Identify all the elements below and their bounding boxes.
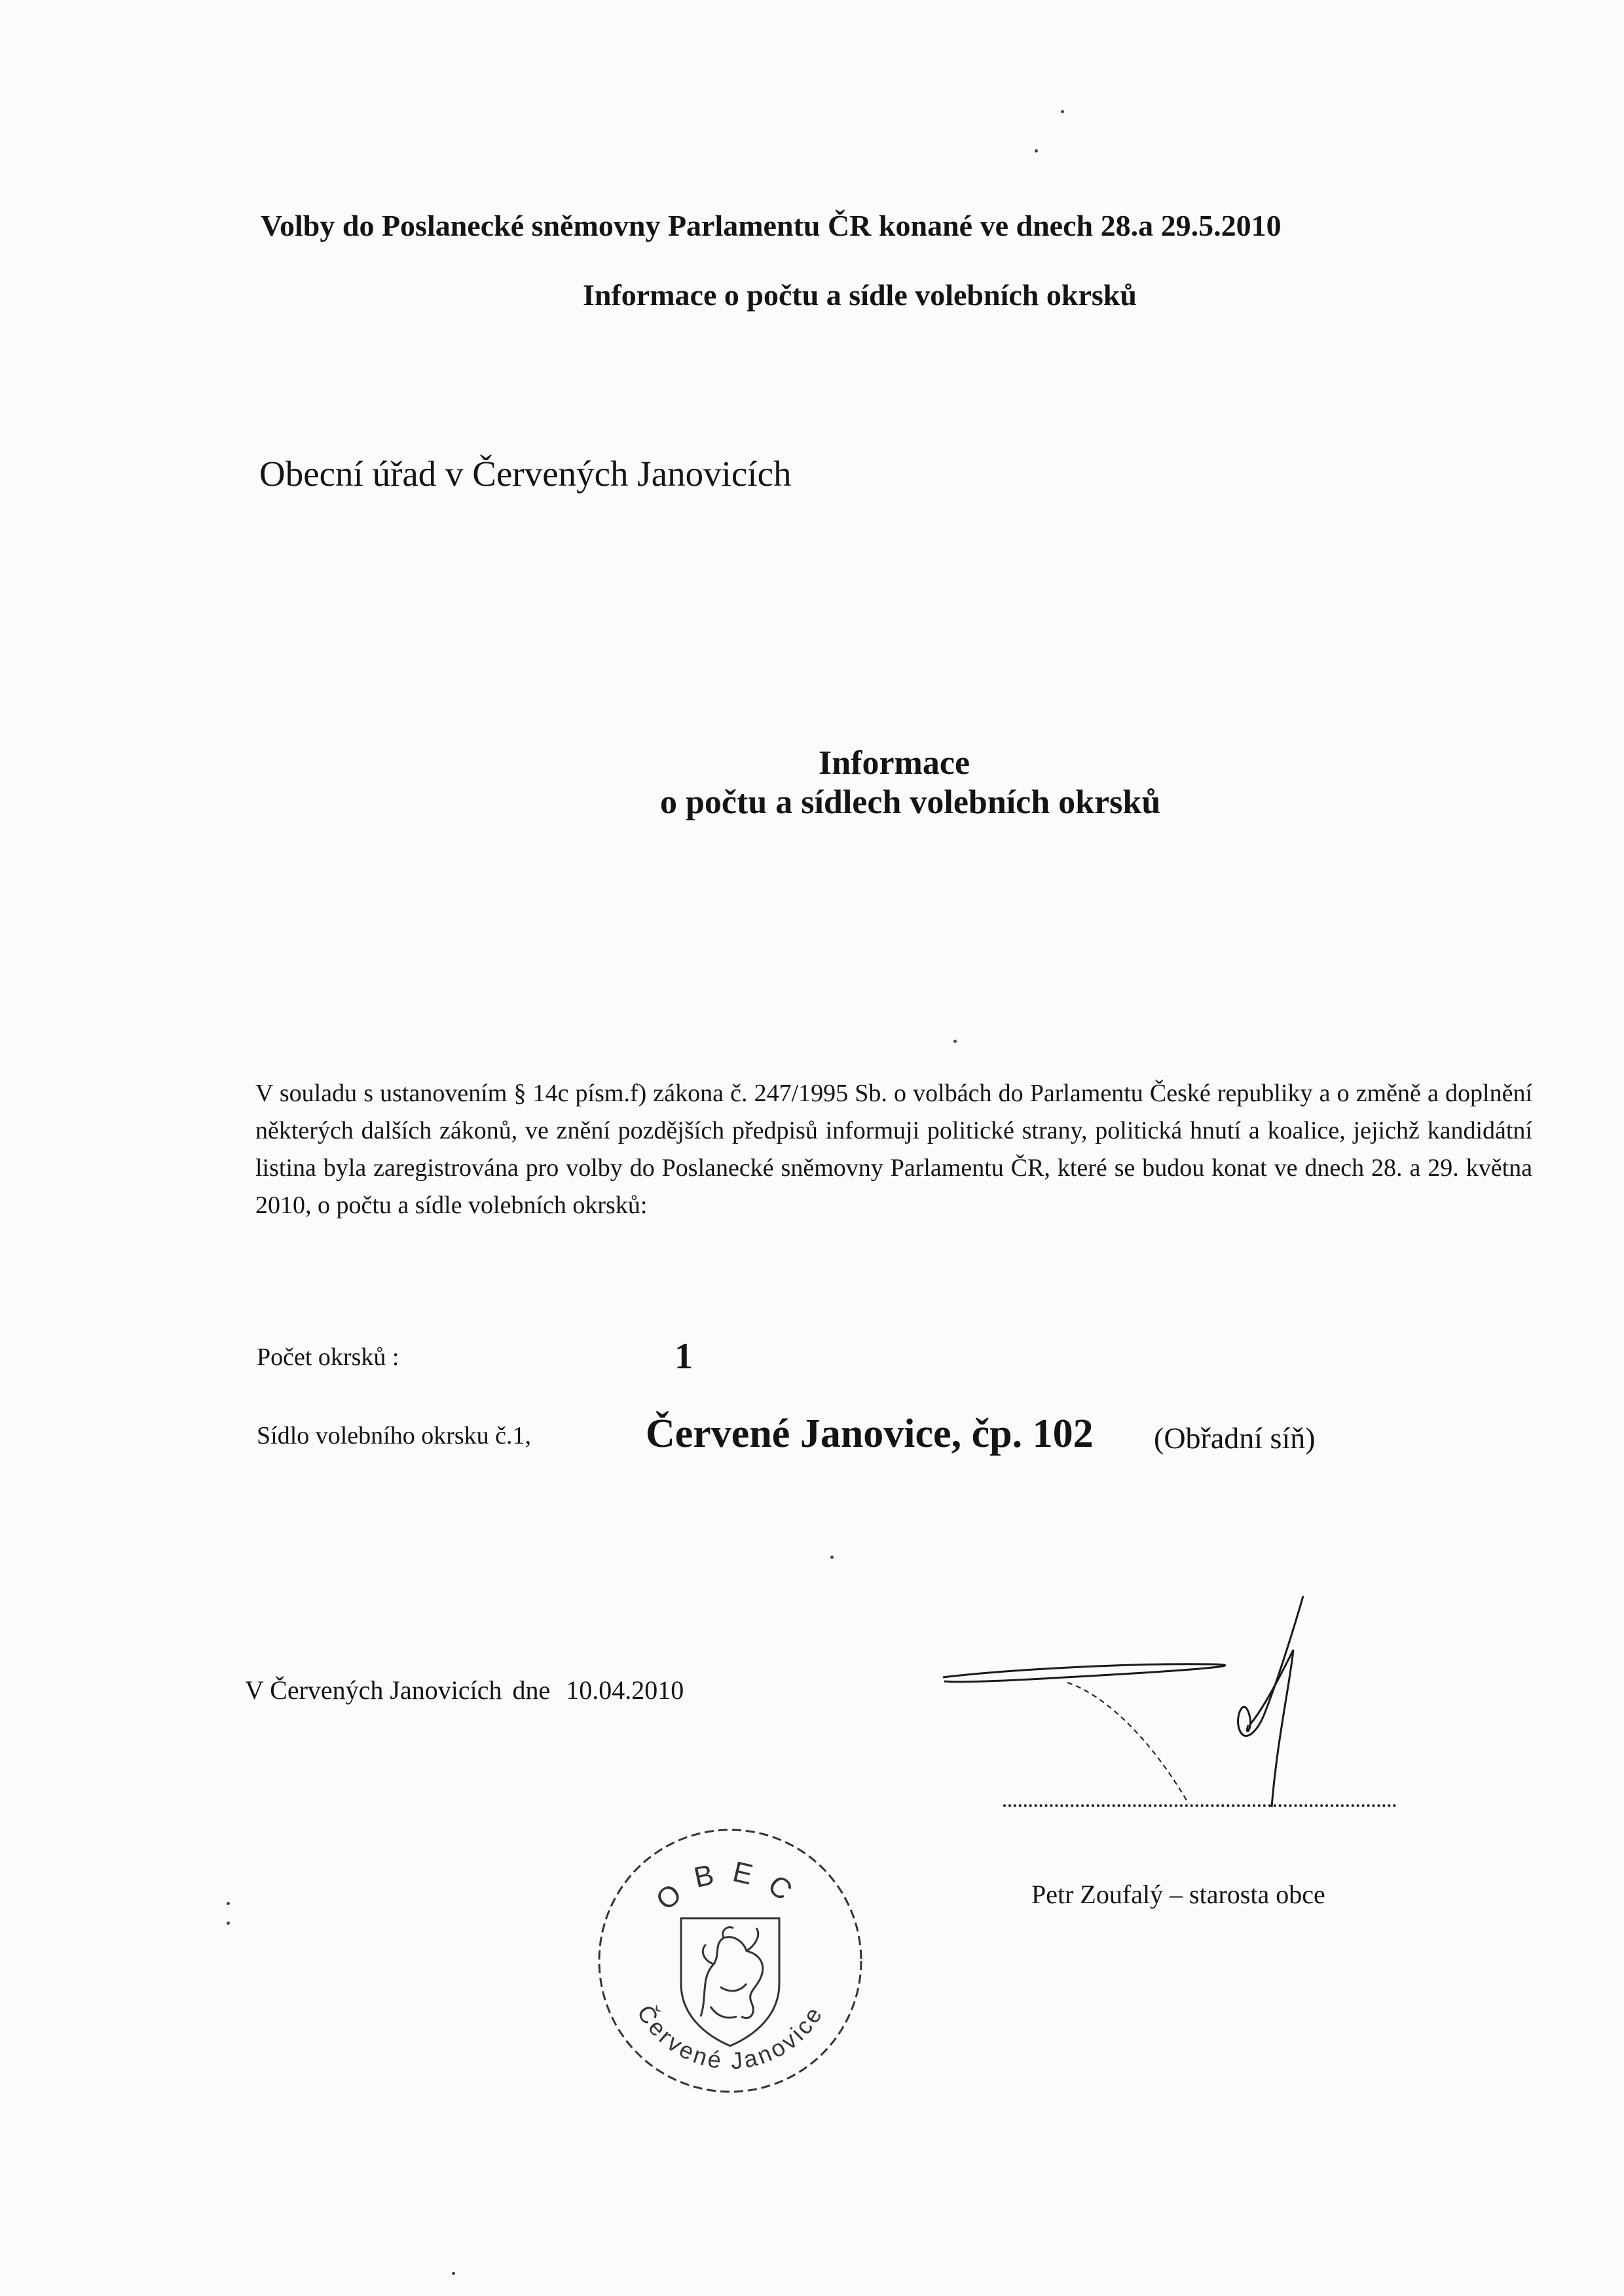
signature-line <box>1003 1804 1396 1807</box>
official-stamp <box>589 1820 871 2102</box>
district-seat-label: Sídlo volebního okrsku č.1, <box>257 1422 532 1449</box>
scan-speck <box>953 1040 957 1043</box>
scan-speck <box>1061 110 1064 113</box>
document-title-line1: Informace <box>819 744 970 782</box>
coat-of-arms-icon <box>681 1918 779 2046</box>
signatory: Petr Zoufalý – starosta obce <box>1031 1880 1325 1909</box>
issuing-office: Obecní úřad v Červených Janovicích <box>259 454 792 494</box>
document-header-line2: Informace o počtu a sídle volebních okrsků <box>583 278 1137 312</box>
scan-speck <box>452 2272 455 2275</box>
handwritten-signature <box>936 1591 1395 1833</box>
stamp-bottom-text: Červené Janovice <box>631 2000 828 2075</box>
body-paragraph: V souladu s ustanovením § 14c písm.f) zákona č. 247/1995 Sb. o volbách do Parlamentu České republiky a o změně a doplnění některých dalších zákonů, ve znění pozdějších předpisů informuji politické strany, politická hnutí a koalice, jejichž kandidátní listina byla zaregistrována pro volby do Poslanecké sněmovny Parlamentu ČR, které se budou konat ve dnech 28. a 29. května 2010, o počtu a sídle volebních okrsků: <box>255 1080 1532 1219</box>
svg-text:Červené Janovice <box>632 2000 828 2074</box>
scan-speck <box>830 1556 834 1559</box>
place: V Červených Janovicích <box>245 1675 502 1705</box>
date: 10.04.2010 <box>566 1675 684 1705</box>
district-count-label: Počet okrsků : <box>257 1343 399 1371</box>
district-seat-note: (Obřadní síň) <box>1154 1421 1316 1455</box>
document-title-line2: o počtu a sídlech volebních okrsků <box>660 784 1161 821</box>
scan-speck <box>227 1902 230 1905</box>
date-label: dne <box>512 1675 551 1705</box>
district-count-value: 1 <box>674 1336 693 1377</box>
district-seat-value: Červené Janovice, čp. 102 <box>646 1412 1094 1456</box>
place-and-date <box>245 1675 684 1705</box>
scan-speck <box>1035 149 1038 153</box>
svg-text:OBEC <box>650 1855 811 1917</box>
scan-speck <box>227 1922 230 1925</box>
document-header-line1: Volby do Poslanecké sněmovny Parlamentu ČR konané ve dnech 28.a 29.5.2010 <box>261 209 1282 242</box>
stamp-top-text: OBEC <box>650 1855 811 1917</box>
